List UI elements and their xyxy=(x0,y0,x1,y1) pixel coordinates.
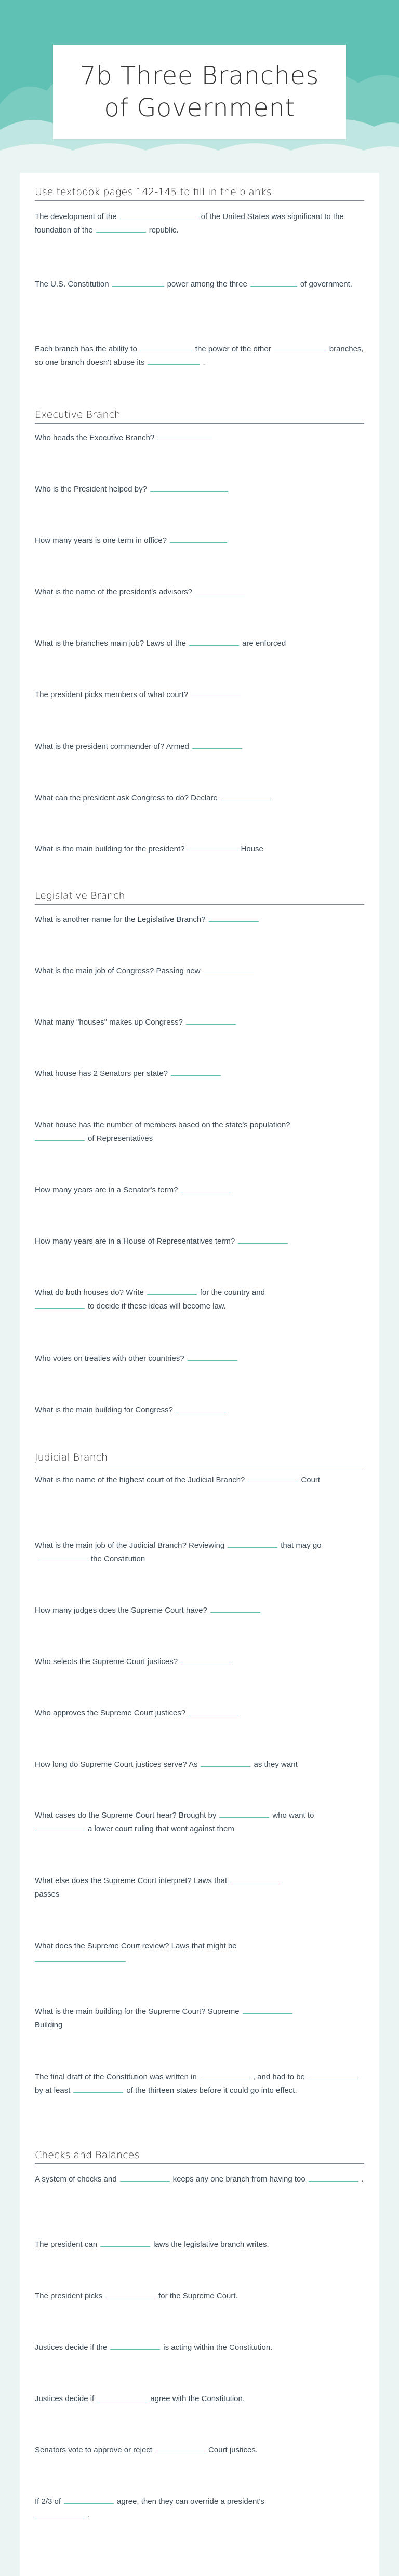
checks-question-1: A system of checks and keeps any one branch from having too . xyxy=(35,2173,364,2186)
legislative-question-3: What many "houses" makes up Congress? xyxy=(35,1016,364,1029)
section-heading-executive: Executive Branch xyxy=(35,409,364,424)
answer-blank[interactable] xyxy=(105,2290,155,2298)
answer-blank[interactable] xyxy=(73,2084,123,2093)
intro-question-1: The development of the of the United States was significant to the foundation of the republic. xyxy=(35,210,364,237)
executive-question-7: What is the president commander of? Armed xyxy=(35,740,364,754)
page-title: 7b Three Branches of Government xyxy=(80,61,319,122)
answer-blank[interactable] xyxy=(35,1300,85,1309)
answer-blank[interactable] xyxy=(155,2444,205,2452)
judicial-question-10: What is the main building for the Supreme Court? Supreme Building xyxy=(35,2005,364,2032)
answer-blank[interactable] xyxy=(243,2006,292,2014)
answer-blank[interactable] xyxy=(35,2509,85,2517)
answer-blank[interactable] xyxy=(309,2173,358,2182)
answer-blank[interactable] xyxy=(120,2173,170,2182)
legislative-question-9: Who votes on treaties with other countries? xyxy=(35,1352,364,1366)
answer-blank[interactable] xyxy=(238,1235,288,1244)
checks-question-5: Justices decide if agree with the Constitution. xyxy=(35,2392,364,2406)
judicial-question-4: Who selects the Supreme Court justices? xyxy=(35,1655,364,1669)
judicial-question-1: What is the name of the highest court of the Judicial Branch? Court xyxy=(35,1474,364,1487)
legislative-question-8: What do both houses do? Write for the country and to decide if these ideas will become law. xyxy=(35,1286,364,1313)
title-card xyxy=(53,45,346,139)
answer-blank[interactable] xyxy=(35,1954,126,1962)
answer-blank[interactable] xyxy=(219,1809,269,1818)
answer-blank[interactable] xyxy=(230,1875,280,1883)
answer-blank[interactable] xyxy=(176,1404,226,1412)
answer-blank[interactable] xyxy=(97,2393,147,2401)
legislative-question-6: How many years are in a Senator's term? xyxy=(35,1183,364,1197)
worksheet-sheet xyxy=(20,173,379,2576)
legislative-question-2: What is the main job of Congress? Passing new xyxy=(35,964,364,978)
section-heading-judicial: Judicial Branch xyxy=(35,1452,364,1466)
answer-blank[interactable] xyxy=(188,1353,237,1361)
answer-blank[interactable] xyxy=(192,741,242,749)
answer-blank[interactable] xyxy=(148,357,200,365)
answer-blank[interactable] xyxy=(181,1656,231,1664)
answer-blank[interactable] xyxy=(147,1287,197,1295)
answer-blank[interactable] xyxy=(209,914,259,922)
answer-blank[interactable] xyxy=(38,1553,88,1561)
answer-blank[interactable] xyxy=(201,1759,250,1767)
answer-blank[interactable] xyxy=(200,2071,250,2079)
answer-blank[interactable] xyxy=(35,1133,85,1141)
legislative-question-5: What house has the number of members based on the state's population? of Representatives xyxy=(35,1121,290,1143)
legislative-question-10: What is the main building for Congress? xyxy=(35,1403,364,1417)
answer-blank[interactable] xyxy=(248,1474,298,1482)
checks-question-2: The president can laws the legislative branch writes. xyxy=(35,2238,364,2252)
judicial-question-9: What does the Supreme Court review? Laws that might be xyxy=(35,1940,364,1967)
legislative-question-1: What is another name for the Legislative Branch? xyxy=(35,913,364,926)
answer-blank[interactable] xyxy=(64,2496,114,2504)
answer-blank[interactable] xyxy=(189,1707,238,1715)
answer-blank[interactable] xyxy=(188,843,238,851)
intro-question-2: The U.S. Constitution power among the three of government. xyxy=(35,278,364,291)
judicial-question-5: Who approves the Supreme Court justices? xyxy=(35,1707,364,1720)
answer-blank[interactable] xyxy=(186,1016,236,1025)
executive-question-4: What is the name of the president's advisors? xyxy=(35,585,364,599)
judicial-question-3: How many judges does the Supreme Court have? xyxy=(35,1604,364,1617)
answer-blank[interactable] xyxy=(150,483,228,492)
checks-question-6: Senators vote to approve or reject Court justices. xyxy=(35,2444,364,2457)
executive-question-1: Who heads the Executive Branch? xyxy=(35,431,364,445)
answer-blank[interactable] xyxy=(96,224,146,233)
legislative-question-4: What house has 2 Senators per state? xyxy=(35,1067,364,1081)
answer-blank[interactable] xyxy=(112,278,164,287)
answer-blank[interactable] xyxy=(204,965,254,973)
answer-blank[interactable] xyxy=(228,1539,277,1548)
answer-blank[interactable] xyxy=(170,535,227,543)
judicial-question-7: What cases do the Supreme Court hear? Brought by who want to a lower court ruling that went against them xyxy=(35,1809,364,1836)
executive-question-3: How many years is one term in office? xyxy=(35,534,364,548)
answer-blank[interactable] xyxy=(171,1068,221,1076)
answer-blank[interactable] xyxy=(110,2341,160,2350)
answer-blank[interactable] xyxy=(191,689,241,697)
answer-blank[interactable] xyxy=(100,2239,150,2247)
answer-blank[interactable] xyxy=(140,343,192,351)
judicial-question-8: What else does the Supreme Court interpret? Laws that passes xyxy=(35,1874,364,1901)
judicial-question-11: The final draft of the Constitution was written in , and had to beby at least of the thirteen states before it could go into effect. xyxy=(35,2070,364,2097)
checks-question-7: If 2/3 of agree, then they can override a president's . xyxy=(35,2495,364,2522)
answer-blank[interactable] xyxy=(210,1604,260,1613)
checks-question-3: The president picks for the Supreme Court. xyxy=(35,2289,364,2303)
section-heading-legislative: Legislative Branch xyxy=(35,890,364,905)
answer-blank[interactable] xyxy=(250,278,297,287)
intro-question-3: Each branch has the ability to the power of the other branches, so one branch doesn't abuse its . xyxy=(35,343,364,370)
judicial-question-6: How long do Supreme Court justices serve? As as they want xyxy=(35,1758,364,1771)
executive-question-2: Who is the President helped by? xyxy=(35,483,364,496)
answer-blank[interactable] xyxy=(195,586,245,594)
answer-blank[interactable] xyxy=(35,1823,85,1831)
section-heading-checks: Checks and Balances xyxy=(35,2149,364,2164)
answer-blank[interactable] xyxy=(308,2071,358,2079)
executive-question-8: What can the president ask Congress to do? Declare xyxy=(35,792,364,805)
answer-blank[interactable] xyxy=(221,792,271,800)
answer-blank[interactable] xyxy=(157,432,212,440)
executive-question-5: What is the branches main job? Laws of the are enforced xyxy=(35,637,364,650)
answer-blank[interactable] xyxy=(274,343,326,351)
checks-question-4: Justices decide if the is acting within the Constitution. xyxy=(35,2341,364,2354)
executive-question-6: The president picks members of what court? xyxy=(35,688,364,702)
answer-blank[interactable] xyxy=(181,1184,231,1192)
answer-blank[interactable] xyxy=(120,211,198,219)
answer-blank[interactable] xyxy=(189,637,239,646)
section-heading-intro: Use textbook pages 142-145 to fill in the blanks. xyxy=(35,186,364,201)
judicial-question-2: What is the main job of the Judicial Branch? Reviewing that may gothe Constitution xyxy=(35,1539,364,1566)
legislative-question-7: How many years are in a House of Representatives term? xyxy=(35,1235,364,1248)
executive-question-9: What is the main building for the president? House xyxy=(35,842,364,856)
